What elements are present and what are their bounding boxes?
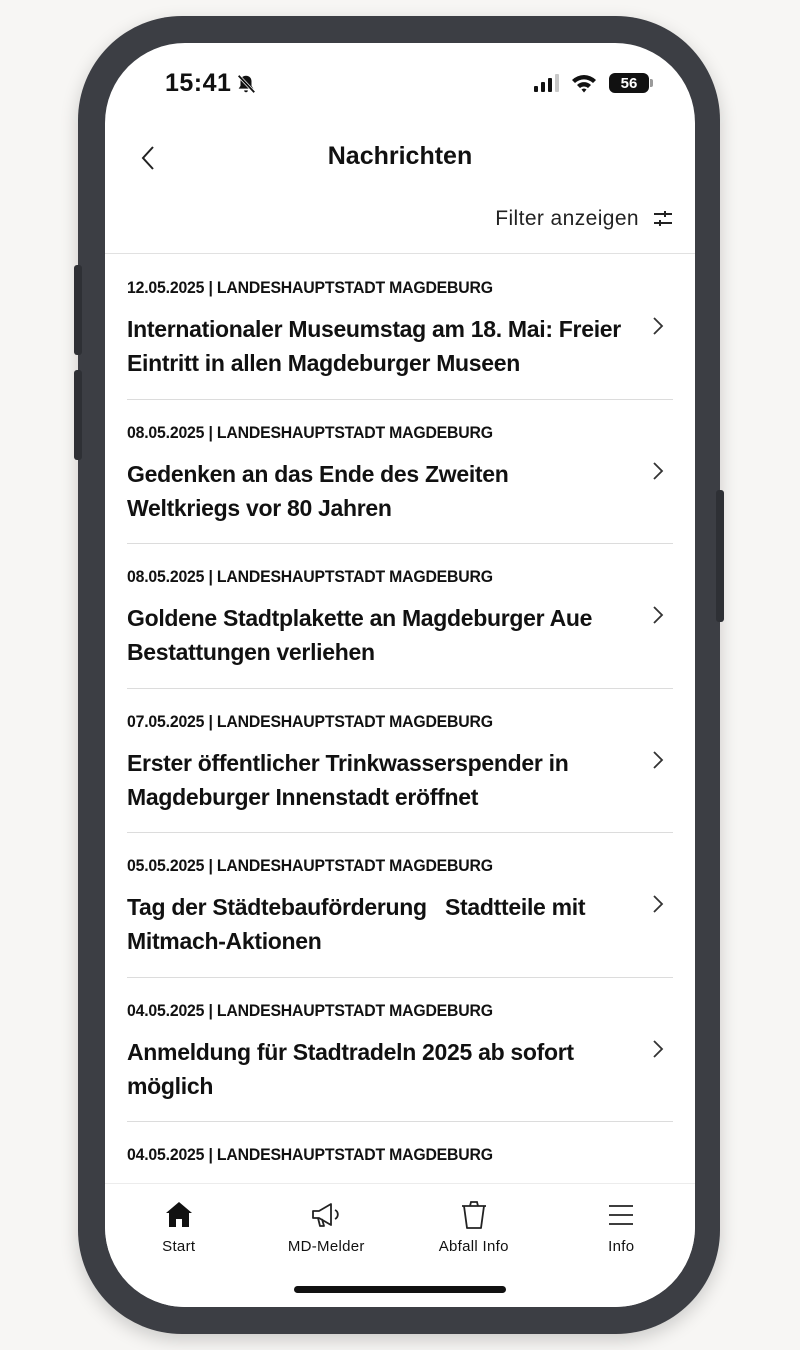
- tab-label: MD-Melder: [287, 1238, 365, 1255]
- battery-icon: [609, 73, 649, 93]
- battery-level: 56: [620, 74, 638, 92]
- power-button: [716, 490, 724, 622]
- status-time-text: 15:41: [165, 69, 232, 97]
- trash-icon: [457, 1198, 491, 1232]
- news-title: Erster öffentlicher Trinkwasserspender in Magdeburger Innenstadt eröffnet: [127, 749, 569, 810]
- cellular-signal-icon: [534, 74, 559, 92]
- tab-label: Start: [162, 1238, 196, 1255]
- news-meta: 04.05.2025 | LANDESHAUPTSTADT MAGDEBURG: [127, 1000, 493, 1020]
- chevron-right-icon: [651, 604, 665, 626]
- chevron-right-icon: [651, 460, 665, 482]
- news-meta: 04.05.2025 | LANDESHAUPTSTADT MAGDEBURG: [127, 1145, 493, 1164]
- filter-label: Filter anzeigen: [495, 207, 639, 230]
- chevron-right-icon: [651, 1038, 665, 1060]
- sliders-icon: [653, 210, 673, 228]
- news-meta: 08.05.2025 | LANDESHAUPTSTADT MAGDEBURG: [127, 567, 493, 586]
- phone-screen: [105, 43, 695, 1307]
- tab-label: Abfall Info: [438, 1238, 509, 1255]
- news-meta: 12.05.2025 | LANDESHAUPTSTADT MAGDEBURG: [127, 278, 493, 297]
- news-item[interactable]: [127, 544, 673, 689]
- filter-button[interactable]: [495, 207, 673, 231]
- news-title: Tag der Städtebauförderung Stadtteile mit Mitmach-Aktionen: [127, 894, 592, 954]
- news-meta: 08.05.2025 | LANDESHAUPTSTADT MAGDEBURG: [127, 422, 493, 442]
- news-title: Anmeldung für Stadtradeln 2025 ab sofort möglich: [127, 1038, 574, 1099]
- status-icons: [534, 73, 649, 93]
- volume-down-button: [74, 370, 82, 460]
- news-meta: 05.05.2025 | LANDESHAUPTSTADT MAGDEBURG: [127, 856, 493, 875]
- chevron-right-icon: [651, 749, 665, 771]
- home-indicator: [294, 1286, 506, 1293]
- news-title: Gedenken an das Ende des Zweiten Weltkriegs vor 80 Jahren: [127, 460, 509, 521]
- news-item[interactable]: [127, 255, 673, 400]
- chevron-right-icon: [651, 893, 665, 915]
- news-title: Internationaler Museumstag am 18. Mai: Freier Eintritt in allen Magdeburger Museen: [127, 316, 621, 376]
- header-divider: [105, 253, 695, 254]
- tab-label: Info: [608, 1238, 635, 1255]
- news-meta: 07.05.2025 | LANDESHAUPTSTADT MAGDEBURG: [127, 711, 493, 731]
- bell-muted-icon: [235, 73, 257, 95]
- news-item[interactable]: [127, 1122, 673, 1183]
- news-item[interactable]: [127, 689, 673, 834]
- volume-up-button: [74, 265, 82, 355]
- tab-start[interactable]: [105, 1184, 253, 1307]
- wifi-icon: [571, 73, 597, 93]
- megaphone-icon: [309, 1198, 343, 1232]
- news-item[interactable]: [127, 833, 673, 978]
- chevron-right-icon: [651, 315, 665, 337]
- home-icon: [162, 1198, 196, 1232]
- menu-icon: [604, 1198, 638, 1232]
- tab-info[interactable]: [548, 1184, 696, 1307]
- news-item[interactable]: [127, 400, 673, 545]
- news-item[interactable]: [127, 978, 673, 1123]
- status-time: [165, 69, 257, 98]
- page-title: Nachrichten: [327, 142, 473, 170]
- news-list[interactable]: [127, 255, 673, 1183]
- news-title: Goldene Stadtplakette an Magdeburger Aue Bestattungen verliehen: [127, 605, 593, 665]
